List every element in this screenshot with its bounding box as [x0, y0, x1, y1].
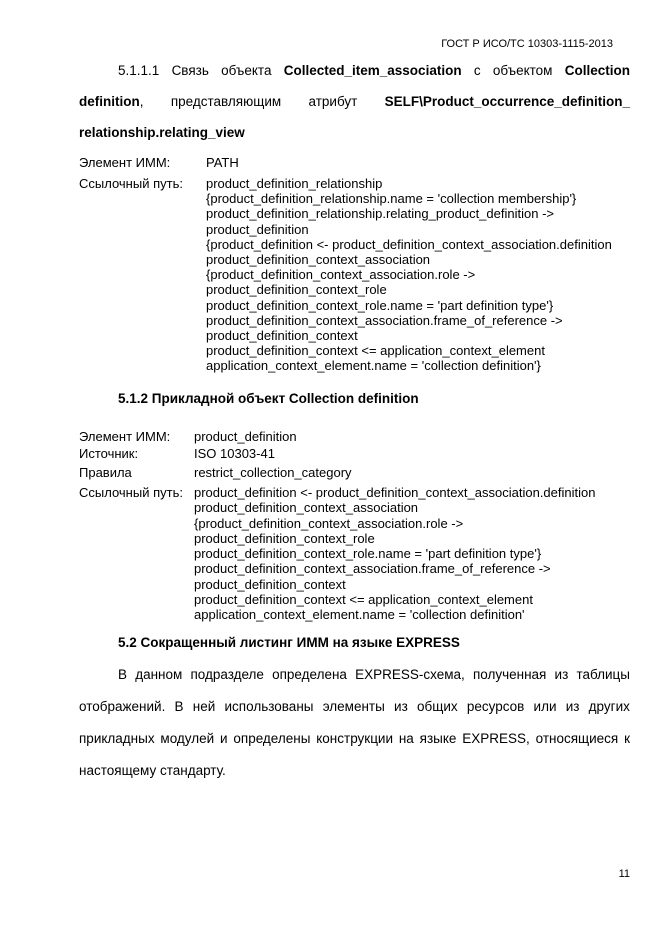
imm-element-label: Элемент ИММ:: [79, 155, 171, 170]
reference-path-line: product_definition_context: [206, 328, 358, 344]
reference-path-line: product_definition_context_association.frame_of_reference ->: [206, 312, 563, 328]
heading-word: объекта: [221, 63, 272, 78]
reference-path-line: product_definition_context_role.name = 'part definition type'}: [194, 546, 542, 562]
reference-path-line: product_definition_context <= application_context_element: [206, 343, 545, 359]
reference-path-line: product_definition_relationship: [206, 176, 383, 191]
rules-value: restrict_collection_category: [194, 465, 352, 480]
reference-path-line: application_context_element.name = 'collection definition'}: [206, 358, 541, 374]
paragraph-line: отображений. В ней использованы элементы из общих ресурсов или из других: [79, 699, 630, 714]
section-52-title: 5.2 Сокращенный листинг ИММ на языке EXPRESS: [118, 635, 460, 650]
comma: ,: [139, 94, 144, 109]
reference-path-line: product_definition_context_role: [206, 282, 387, 298]
reference-path-line: {product_definition_context_association.role ->: [206, 267, 476, 283]
heading-word: представляющим: [170, 94, 282, 109]
attribute-name-cont: relationship.relating_view: [79, 125, 245, 140]
reference-path-line: {product_definition_context_association.role ->: [194, 515, 464, 531]
heading-word: с объектом: [473, 63, 553, 78]
attribute-name: SELF\Product_occurrence_definition_: [384, 94, 630, 109]
reference-path-line: application_context_element.name = 'collection definition': [194, 607, 525, 623]
clause-5111-heading-line2: [79, 94, 630, 109]
heading-word: Связь: [171, 63, 209, 78]
reference-path-line: product_definition_context: [194, 576, 346, 592]
document-header: ГОСТ Р ИСО/ТС 10303-1115-2013: [441, 38, 613, 50]
reference-path-line: product_definition_context <= application_context_element: [194, 592, 533, 608]
reference-path-line: product_definition_context_role: [194, 530, 375, 546]
entity-name: Collected_item_association: [283, 63, 462, 78]
clause-number: 5.1.1.1: [118, 63, 160, 78]
reference-path-line: product_definition: [206, 221, 309, 237]
section-512-title: 5.1.2 Прикладной объект Collection definition: [118, 391, 419, 406]
reference-path-label: Ссылочный путь:: [79, 176, 183, 191]
imm-element-value: PATH: [206, 155, 239, 170]
reference-path: [194, 485, 595, 623]
imm-element-label: Элемент ИММ:: [79, 429, 171, 444]
mapping-512: [79, 429, 639, 624]
reference-path-line: product_definition <- product_definition_context_association.definition: [194, 485, 596, 500]
paragraph-line: настоящему стандарту.: [79, 763, 226, 778]
reference-path-line: {product_definition <- product_definition_context_association.definition: [206, 236, 612, 252]
imm-element-value: product_definition: [194, 429, 297, 444]
paragraph-line: В данном подразделе определена EXPRESS-схема, полученная из таблицы: [118, 667, 630, 682]
clause-5111-heading-line1: [118, 63, 630, 78]
page-number: 11: [618, 868, 630, 880]
target-entity: Collection: [564, 63, 630, 78]
reference-path-label: Ссылочный путь:: [79, 485, 183, 500]
reference-path-line: product_definition_context_association.frame_of_reference ->: [194, 561, 551, 577]
source-label: Источник:: [79, 446, 139, 461]
rules-label: Правила: [79, 465, 132, 480]
target-entity-cont: definition: [79, 94, 140, 109]
reference-path-line: product_definition_context_association: [206, 252, 431, 268]
heading-word: атрибут: [308, 94, 358, 109]
paragraph-line: прикладных модулей и определены конструкции на языке EXPRESS, относящиеся к: [79, 731, 630, 746]
source-value: ISO 10303-41: [194, 446, 275, 461]
reference-path-line: {product_definition_relationship.name = 'collection membership'}: [206, 191, 577, 207]
reference-path-line: product_definition_context_association: [194, 500, 419, 516]
mapping-5111: [79, 155, 639, 380]
reference-path: [206, 176, 612, 374]
reference-path-line: product_definition_context_role.name = 'part definition type'}: [206, 297, 554, 313]
reference-path-line: product_definition_relationship.relating_product_definition ->: [206, 206, 554, 222]
